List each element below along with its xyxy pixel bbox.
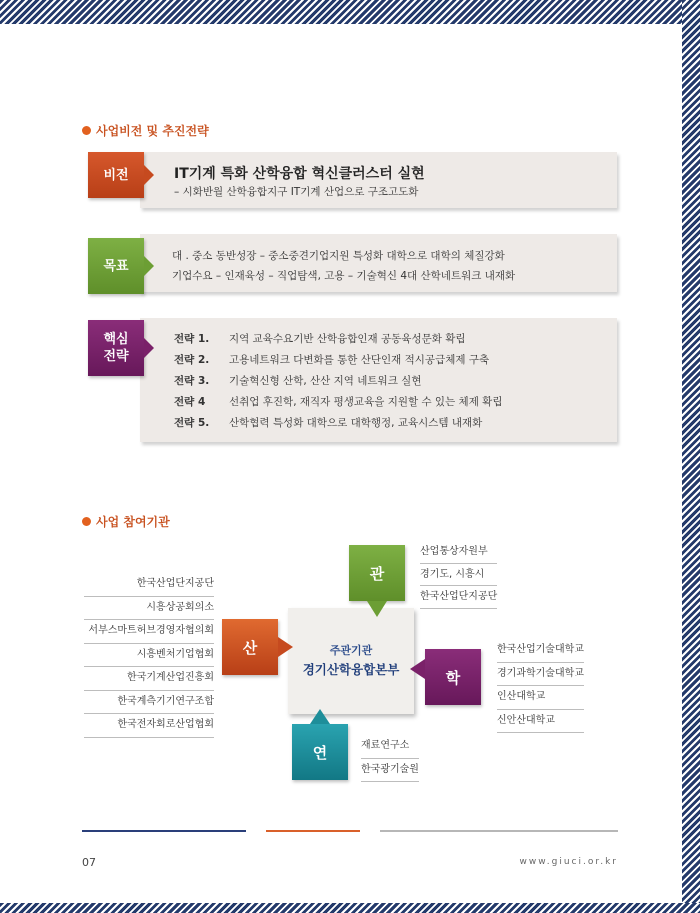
strategy-text: 고용네트워크 다변화를 통한 산단인재 적시공급체제 구축: [229, 354, 490, 366]
strategy-label: 전략 2.: [174, 354, 210, 366]
top-stripe-border: [0, 0, 700, 24]
gwan-partner-list: [420, 541, 497, 609]
strategy-row: [174, 415, 482, 430]
partner-item: 한국산업기술대학교: [497, 639, 584, 663]
industry-cube: 산: [222, 619, 278, 675]
lead-organization-label: 주관기관: [329, 644, 373, 657]
lead-organization-name: 경기산학융합본부: [302, 662, 400, 677]
strategy-row: [174, 352, 489, 367]
partner-item: 시흥상공회의소: [84, 597, 214, 621]
research-cube: 연: [292, 724, 348, 780]
footer-bar-navy: [82, 830, 246, 832]
partner-item: 한국전자회로산업협회: [84, 714, 214, 738]
partner-item: 한국산업단지공단: [84, 573, 214, 597]
partner-item: 경기과학기술대학교: [497, 663, 584, 687]
government-cube: 관: [349, 545, 405, 601]
section-title-vision: [82, 122, 209, 139]
partner-item: 재료연구소: [361, 735, 419, 759]
strategy-row: [174, 394, 502, 409]
partner-item: 인산대학교: [497, 686, 584, 710]
academia-cube: 학: [425, 649, 481, 705]
san-partner-list: [84, 573, 214, 738]
strategy-tag: 핵심 전략: [88, 320, 144, 376]
page-number: 07: [82, 856, 96, 869]
footer-bar-orange: [266, 830, 360, 832]
vision-main-text: IT기계 특화 산학융합 혁신클러스터 실현: [174, 166, 425, 182]
bullet-dot-icon: [82, 126, 91, 135]
partner-item: 한국광기술원: [361, 759, 419, 783]
strategy-label: 전략 1.: [174, 333, 210, 345]
partner-item: 한국기계산업진흥회: [84, 667, 214, 691]
partner-item: 시흥벤처기업협회: [84, 644, 214, 668]
strategy-text: 선취업 후진학, 재직자 평생교육을 지원할 수 있는 체제 확립: [229, 396, 503, 408]
footer-bar-gray: [380, 830, 618, 832]
right-stripe-border: [682, 0, 700, 913]
strategy-text: 산학협력 특성화 대학으로 대학행정, 교육시스템 내재화: [229, 417, 483, 429]
bullet-dot-icon: [82, 517, 91, 526]
partner-item: 한국계측기기연구조합: [84, 691, 214, 715]
bottom-stripe-border: [0, 903, 700, 913]
strategy-label: 전략 3.: [174, 375, 210, 387]
strategy-text: 기술혁신형 산학, 산산 지역 네트워크 실현: [229, 375, 422, 387]
website-url: www.giuci.or.kr: [519, 857, 618, 867]
section-title-partners: [82, 513, 170, 530]
yeon-partner-list: [361, 735, 419, 782]
partner-item: 산업통상자원부: [420, 541, 497, 564]
partner-item: 경기도, 시흥시: [420, 564, 497, 587]
hak-partner-list: [497, 639, 584, 733]
vision-sub-text: – 시화반월 산학융합지구 IT기계 산업으로 구조고도화: [174, 186, 419, 198]
goal-panel: [140, 234, 617, 292]
vision-tag: 비전: [88, 152, 144, 198]
goal-line: 대 . 중소 동반성장 – 중소중견기업지원 특성화 대학으로 대학의 체질강화: [172, 250, 505, 262]
strategy-row: [174, 373, 421, 388]
lead-organization-box: [288, 608, 414, 714]
partner-item: 서부스마트허브경영자협의회: [84, 620, 214, 644]
partner-item: 신안산대학교: [497, 710, 584, 734]
strategy-row: [174, 331, 466, 346]
strategy-text: 지역 교육수요기반 산학융합인재 공동육성문화 확립: [229, 333, 466, 345]
strategy-label: 전략 4: [174, 396, 206, 408]
section-title-text: 사업비전 및 추진전략: [96, 124, 209, 138]
partner-item: 한국산업단지공단: [420, 586, 497, 609]
goal-tag: 목표: [88, 238, 144, 294]
strategy-label: 전략 5.: [174, 417, 210, 429]
goal-line: 기업수요 – 인재육성 – 직업탐색, 고용 – 기술혁신 4대 산학네트워크 내재화: [172, 270, 516, 282]
section-title-text: 사업 참여기관: [96, 515, 170, 529]
